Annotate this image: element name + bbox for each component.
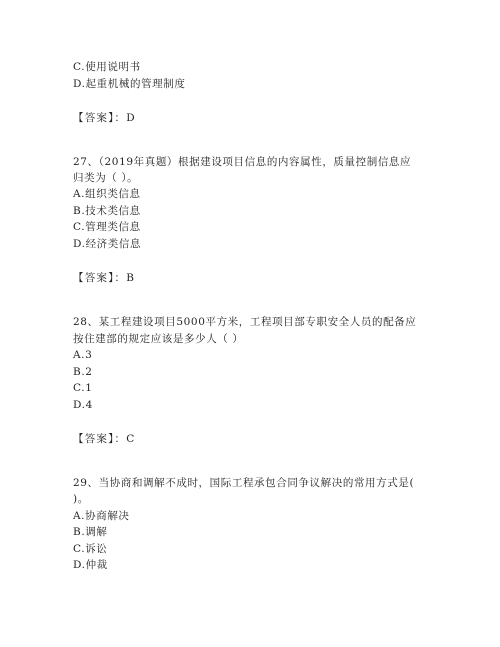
option-c-text: C.诉讼 (73, 543, 108, 555)
option-a-text: A.协商解决 (73, 510, 130, 522)
question-stem-line: 29、当协商和调解不成时，国际工程承包合同争议解决的常用方式是( (73, 477, 415, 489)
option-d-text: D.仲裁 (73, 559, 108, 571)
question-stem-line: 27、（2019年真题）根据建设项目信息的内容属性，质量控制信息应 (73, 156, 412, 168)
option-b-text: B.技术类信息 (73, 205, 141, 217)
option-b-text: B.调解 (73, 526, 108, 538)
option-c-text: C.使用说明书 (73, 61, 141, 73)
question-stem-line: 归类为（ ）。 (73, 172, 139, 184)
question-stem-line: 28、某工程建设项目5000平方米，工程项目部专职安全人员的配备应 (73, 316, 417, 328)
option-d-text: D.经济类信息 (73, 238, 142, 250)
question-stem-line: 按住建部的规定应该是多少人（ ） (73, 333, 244, 345)
option-b-text: B.2 (73, 366, 93, 378)
option-c-text: C.1 (73, 382, 93, 394)
option-d-text: D.起重机械的管理制度 (73, 78, 186, 90)
option-a-text: A.3 (73, 349, 93, 361)
answer-label: 【答案】：D (73, 112, 136, 124)
option-a-text: A.组织类信息 (73, 188, 141, 200)
option-d-text: D.4 (73, 399, 93, 411)
answer-label: 【答案】：C (73, 433, 136, 445)
option-c-text: C.管理类信息 (73, 221, 141, 233)
question-stem-line: )。 (73, 493, 89, 505)
answer-label: 【答案】：B (73, 272, 136, 284)
